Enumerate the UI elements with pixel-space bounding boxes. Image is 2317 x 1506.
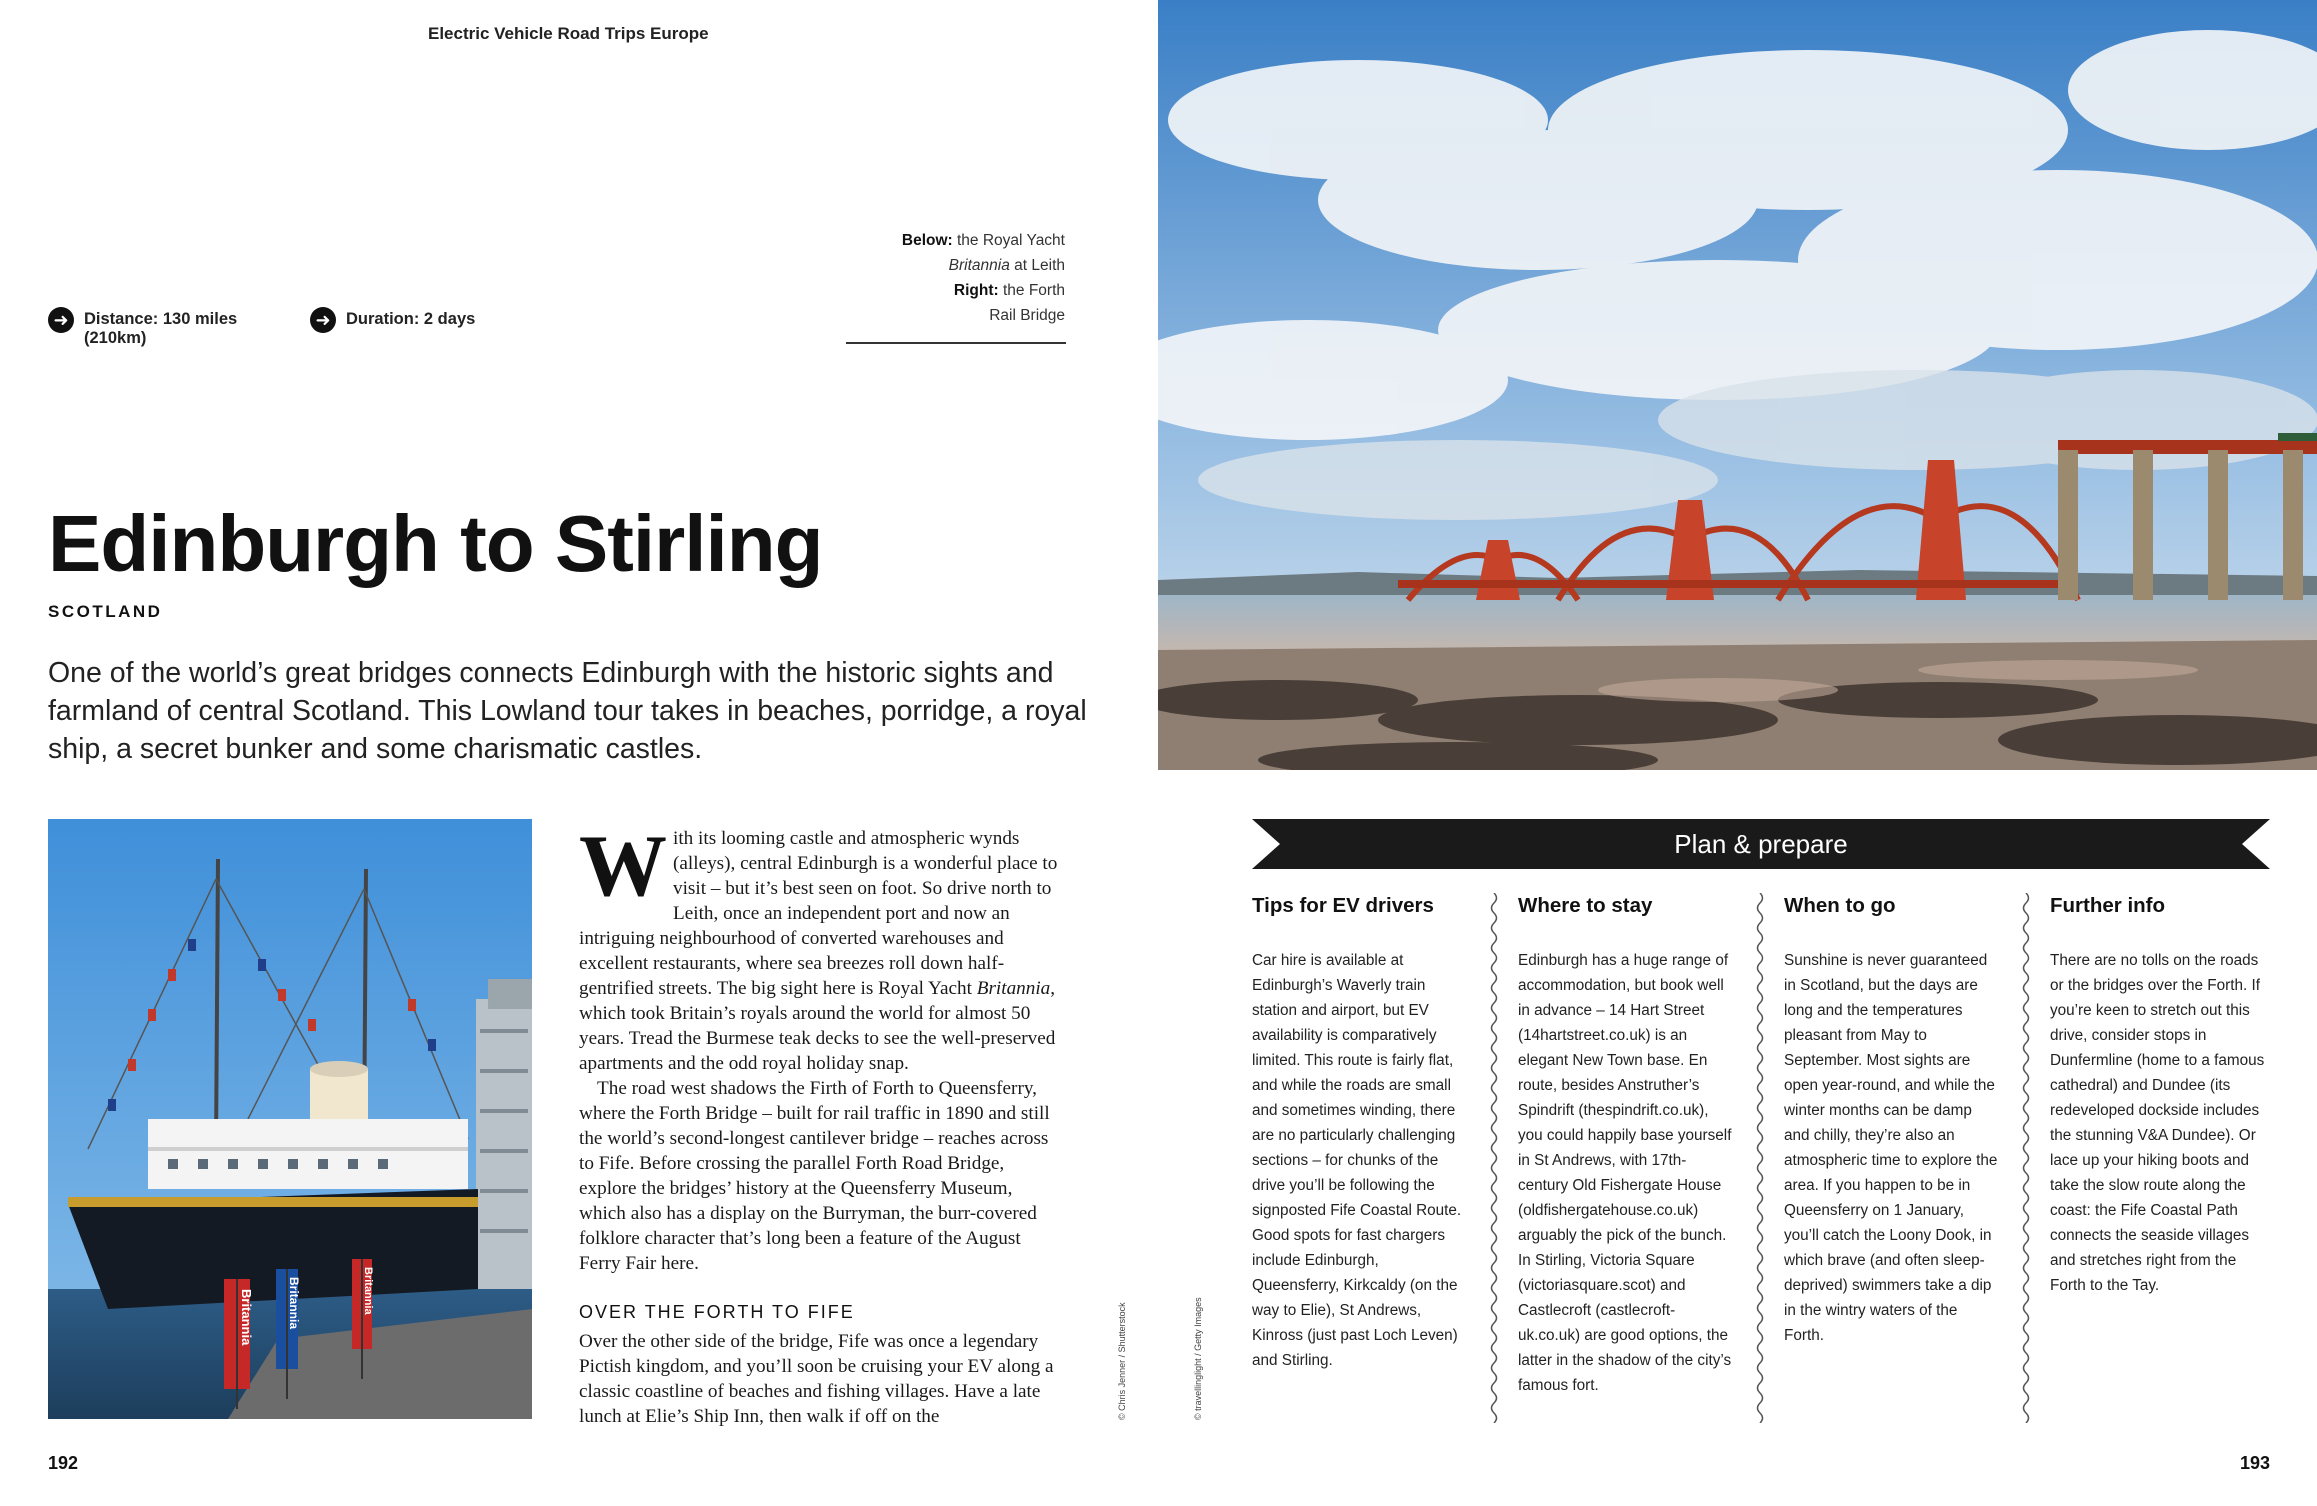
drop-cap: W	[579, 818, 667, 915]
column-divider	[2020, 893, 2032, 1423]
info-column-when-to-go	[1784, 894, 1999, 1348]
duration-value: 2 days	[423, 310, 476, 328]
duration-info	[310, 310, 475, 333]
arrow-right-icon: ➜	[310, 307, 336, 333]
royal-yacht-photo	[48, 819, 532, 1419]
caption-rule	[846, 342, 1066, 344]
photo-credit-left: © Chris Jenner / Shutterstock	[1117, 1302, 1127, 1420]
paragraph-2: The road west shadows the Firth of Forth to Queensferry, where the Forth Bridge – built for rail traffic in 1890 and still the world’s second-longest cantilever bridge – reaches across to Fife. Before crossing the parallel Forth Road Bridge, explore the bridges’ history at the Queensferry Museum, which also has a display on the Burryman, the burr-covered folklore character that’s long been a feature of the August Ferry Fair here.	[579, 1078, 1050, 1274]
info-heading: Further info	[2050, 894, 2166, 917]
caption-below-label: Below:	[901, 232, 953, 249]
info-column-where-to-stay	[1518, 894, 1733, 1398]
region-label: SCOTLAND	[48, 602, 163, 621]
photo-credit-right: © travellinglight / Getty Images	[1193, 1297, 1203, 1420]
caption-below-italic: Britannia	[948, 257, 1010, 274]
section-subhead: OVER THE FORTH TO FIFE	[579, 1302, 855, 1322]
column-divider	[1754, 893, 1766, 1423]
caption-right-text-2: Rail Bridge	[989, 307, 1065, 324]
caption-right-text: the Forth	[998, 282, 1065, 299]
running-head: Electric Vehicle Road Trips Europe	[428, 24, 709, 43]
photo-caption	[825, 228, 1065, 328]
plan-banner-title: Plan & prepare	[1674, 829, 1848, 859]
article-body	[579, 818, 1063, 1429]
info-text: Car hire is available at Edinburgh’s Waverly train station and airport, but EV availability is comparatively limited. This route is fairly flat, and while the roads are small and sometimes winding, there are no particularly challenging sections – for chunks of the drive you’ll be following the signposted Fife Coastal Route. Good spots for fast chargers include Edinburgh, Queensferry, Kirkcaldy (on the way to Elie), St Andrews, Kinross (just past Loch Leven) and Stirling.	[1252, 952, 1462, 1369]
paragraph-1b: , which took Britain’s royals around the world for almost 50 years. Tread the Burmese teak decks to see the well-preserved apartments and the odd royal holiday snap.	[579, 978, 1056, 1074]
forth-bridge-photo	[1158, 0, 2317, 770]
flag-label: Britannia	[362, 1267, 374, 1315]
distance-info	[48, 310, 258, 348]
page-number-left: 192	[48, 1453, 79, 1473]
info-text: Edinburgh has a huge range of accommodation, but book well in advance – 14 Hart Street (14hartstreet.co.uk) is an elegant New Town base. En route, besides Anstruther’s Spindrift (thespindrift.co.uk), you could happily base yourself in St Andrews, with 17th-century Old Fishergate House (oldfishergatehouse.co.uk) arguably the pick of the bunch. In Stirling, Victoria Square (victoriasquare.scot) and Castlecroft (castlecroft-uk.co.uk) are good options, the latter in the shadow of the city’s famous fort.	[1518, 952, 1732, 1394]
info-text: There are no tolls on the roads or the bridges over the Forth. If you’re keen to stretch out this drive, consider stops in Dunfermline (home to a famous cathedral) and Dundee (its redeveloped dockside includes the stunning V&A Dundee). Or lace up your hiking boots and take the slow route along the coast: the Fife Coastal Path connects the seaside villages and stretches right from the Forth to the Tay.	[2050, 952, 2265, 1294]
paragraph-3: Over the other side of the bridge, Fife was once a legendary Pictish kingdom, and you’ll soon be cruising your EV along a classic coastline of beaches and fishing villages. Have a late lunch at Elie’s Ship Inn, then walk if off on the	[579, 1331, 1054, 1427]
intro-paragraph: One of the world’s great bridges connects Edinburgh with the historic sights and farmland of central Scotland. This Lowland tour takes in beaches, porridge, a royal ship, a secret bunker and some charismatic castles.	[48, 657, 1087, 765]
flag-label: Britannia	[239, 1289, 254, 1346]
info-heading: Tips for EV drivers	[1252, 894, 1434, 917]
info-heading: Where to stay	[1518, 894, 1653, 917]
info-heading: When to go	[1784, 894, 1896, 917]
info-column-ev-tips	[1252, 894, 1467, 1373]
distance-value: 130 miles (210km)	[84, 310, 238, 347]
arrow-right-icon: ➜	[48, 307, 74, 333]
info-text: Sunshine is never guaranteed in Scotland, but the days are long and the temperatures pleasant from May to September. Most sights are open year-round, and while the winter months can be damp and chilly, they’re also an atmospheric time to explore the area. If you happen to be in Queensferry on 1 January, you’ll catch the Loony Dook, in which brave (and often sleep-deprived) swimmers take a dip in the wintry waters of the Forth.	[1784, 952, 1998, 1344]
caption-below-text: the Royal Yacht	[952, 232, 1065, 249]
column-divider	[1488, 893, 1500, 1423]
info-column-further-info	[2050, 894, 2265, 1298]
page-title: Edinburgh to Stirling	[48, 499, 823, 588]
paragraph-1-italic: Britannia	[976, 978, 1051, 999]
distance-label: Distance:	[84, 310, 159, 328]
duration-label: Duration:	[346, 310, 420, 328]
caption-below-text-2: at Leith	[1009, 257, 1065, 274]
page-number-right: 193	[2240, 1453, 2271, 1473]
flag-label: Britannia	[287, 1277, 301, 1330]
paragraph-1a: ith its looming castle and atmospheric wynds (alleys), central Edinburgh is a wonderful place to visit – but it’s best seen on foot. So drive north to Leith, once an independent port and now an intriguing neighbourhood of converted warehouses and excellent restaurants, where sea breezes roll down half-gentrified streets. The big sight here is Royal Yacht	[579, 828, 1058, 999]
caption-right-label: Right:	[953, 282, 999, 299]
